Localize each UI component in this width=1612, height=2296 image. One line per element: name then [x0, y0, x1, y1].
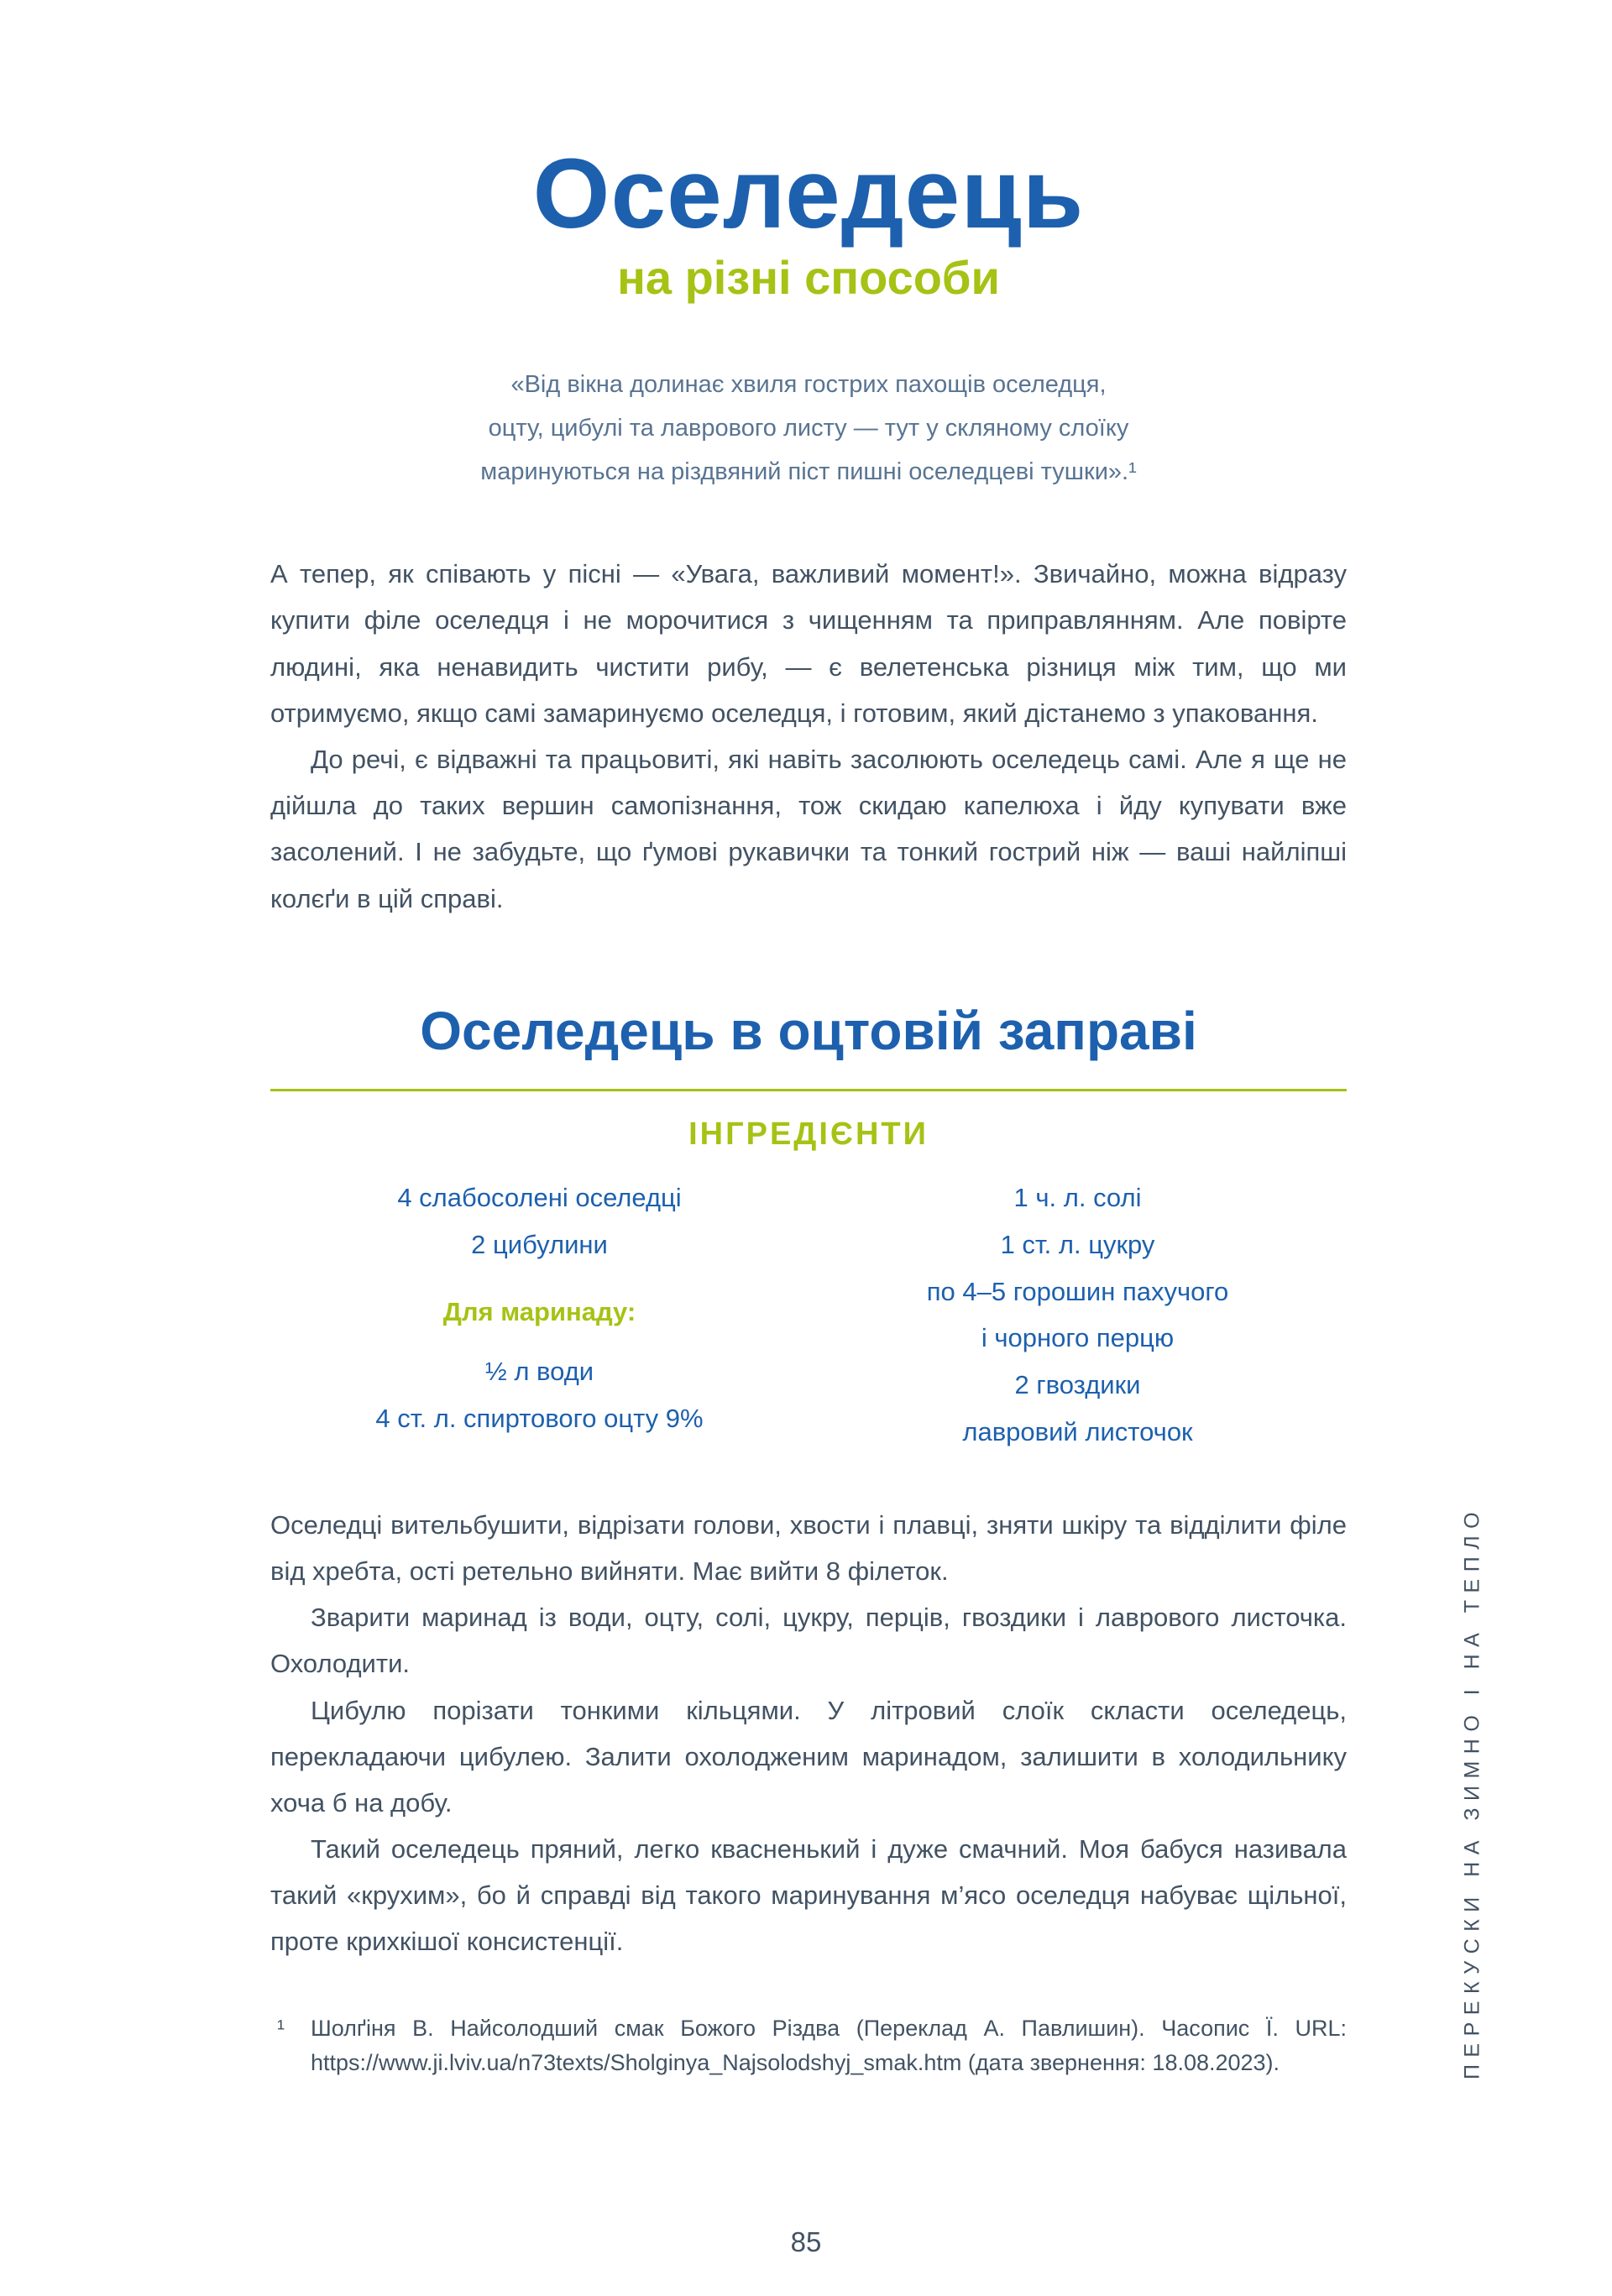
page-content [270, 139, 1347, 2081]
ingredient-item: лавровий листочок [962, 1417, 1193, 1447]
recipe-heading: Оселедець в оцтовій заправі [420, 1000, 1197, 1061]
section-divider [270, 1089, 1347, 1091]
epigraph-line: «Від вікна долинає хвиля гострих пахощів оселедця, [510, 371, 1107, 399]
marinade-label: Для маринаду: [442, 1296, 636, 1326]
footnote [270, 2011, 1347, 2082]
page-subtitle: на різні способи [617, 250, 1000, 304]
ingredient-item: і чорного перцю [981, 1323, 1175, 1353]
ingredient-item: 2 цибулини [471, 1229, 608, 1259]
sidebar-vertical-label: ПЕРЕКУСКИ НА ЗИМНО І НА ТЕПЛО [1460, 1504, 1484, 2080]
ingredient-item: 4 слабосолені оселедці [397, 1183, 682, 1213]
method-section [270, 1502, 1347, 1965]
epigraph-quote [270, 363, 1347, 494]
footnote-text: Шолґіня В. Найсолодший смак Божого Різдва (Переклад А. Павлишин). Часопис Ї. URL: https://www.ji.lviv.ua/n73texts/Sholginya_Najsolodshyj_smak.htm (дата звернення: 18.08.2023). [311, 2015, 1347, 2076]
method-paragraph: Такий оселедець пряний, легко квасненький і дуже смачний. Моя бабуся називала такий «крухим», бо й справді від такого маринування м’ясо оселедця набуває щільної, проте крихкішої консистенції. [270, 1834, 1347, 1957]
ingredient-item: 1 ч. л. солі [1013, 1183, 1142, 1213]
method-paragraph: Оселедці вительбушити, відрізати голови, хвости і плавці, зняти шкіру та відділити філе від хребта, ості ретельно вийняти. Має вийти 8 філеток. [270, 1509, 1347, 1587]
footnote-marker: ¹ [277, 2015, 285, 2041]
epigraph-line: оцту, цибулі та лаврового листу — тут у скляному слоїку [488, 415, 1129, 442]
epigraph-line: маринуються на різдвяний піст пишні оселедцеві тушки».¹ [480, 458, 1137, 485]
ingredient-item: 4 ст. л. спиртового оцту 9% [375, 1404, 704, 1434]
ingredient-item: ½ л води [484, 1357, 594, 1387]
ingredients-column-left [270, 1174, 809, 1456]
ingredients-column-right [809, 1174, 1347, 1456]
method-paragraph: Цибулю порізати тонкими кільцями. У літровий слоїк скласти оселедець, перекладаючи цибулею. Залити охолодженим маринадом, залишити в холодильнику хоча б на добу. [270, 1695, 1347, 1817]
intro-paragraph: До речі, є відважні та працьовиті, які навіть засолюють оселедець самі. Але я ще не дійшла до таких вершин самопізнання, тож скидаю капелюха і йду купувати вже засолений. І не забудьте, що ґумові рукавички та тонкий гострий ніж — ваші найліпші колєґи в цій справі. [270, 745, 1347, 913]
ingredient-item: 2 гвоздики [1014, 1370, 1141, 1400]
ingredient-item: 1 ст. л. цукру [1000, 1229, 1155, 1259]
ingredients-heading: ІНГРЕДІЄНТИ [688, 1117, 929, 1153]
page-number: 85 [790, 2226, 822, 2257]
intro-paragraph: А тепер, як співають у пісні — «Увага, важливий момент!». Звичайно, можна відразу купити філе оселедця і не морочитися з чищенням та приправлянням. Але повірте людині, яка ненавидить чистити рибу, — є велетенська різниця між тим, що ми отримуємо, якщо самі замаринуємо оселедця, і готовим, який дістанемо з упаковання. [270, 559, 1347, 728]
page-title: Оселедець [532, 139, 1085, 249]
ingredient-item: по 4–5 горошин пахучого [926, 1276, 1229, 1306]
intro-section [270, 551, 1347, 921]
method-paragraph: Зварити маринад із води, оцту, солі, цукру, перців, гвоздики і лаврового листочка. Охолодити. [270, 1603, 1347, 1679]
ingredients-columns [270, 1174, 1347, 1456]
